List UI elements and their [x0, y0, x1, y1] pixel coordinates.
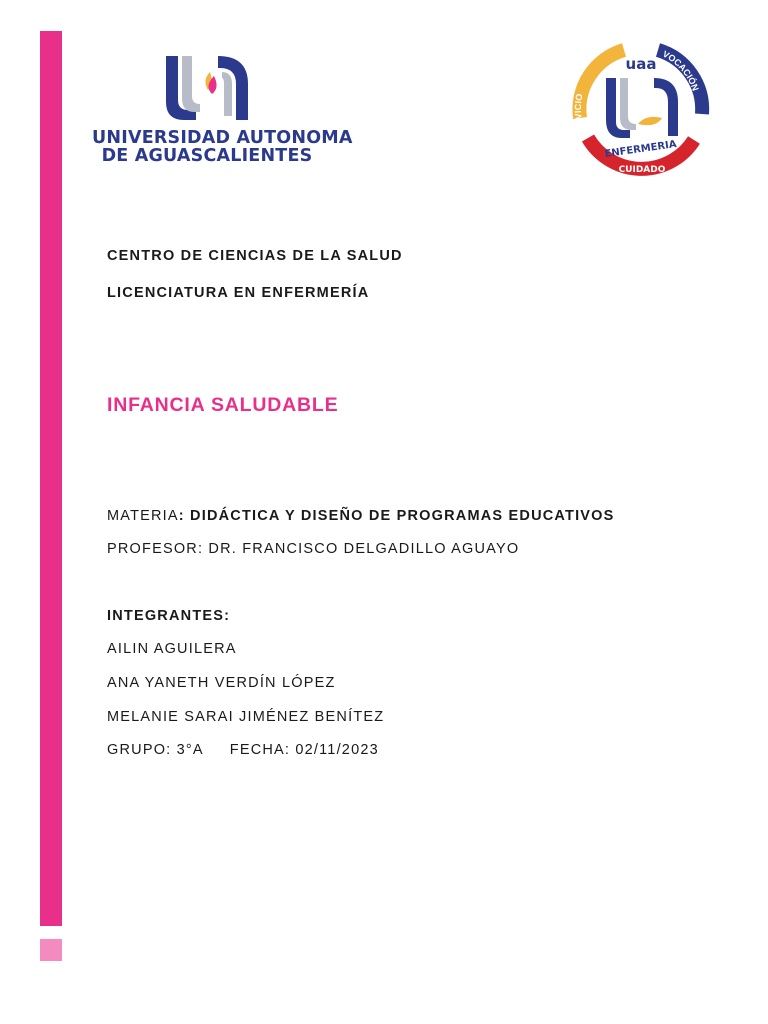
- member-name: ANA YANETH VERDÍN LÓPEZ: [107, 675, 336, 691]
- uaa-university-logo-icon: [162, 50, 252, 124]
- grupo: GRUPO: 3°A: [107, 742, 204, 758]
- logo-text-line-1: UNIVERSIDAD AUTONOMA: [92, 128, 353, 148]
- fecha: FECHA: 02/11/2023: [229, 742, 379, 758]
- materia-value: : DIDÁCTICA Y DISEÑO DE PROGRAMAS EDUCATIVOS: [178, 508, 615, 524]
- enfermeria-seal: [566, 40, 712, 182]
- enfermeria-seal-icon: [566, 40, 712, 182]
- document-title: INFANCIA SALUDABLE: [107, 394, 339, 416]
- integrantes-label: INTEGRANTES:: [107, 608, 231, 624]
- profesor-line: PROFESOR: DR. FRANCISCO DELGADILLO AGUAYO: [107, 541, 520, 557]
- heading-centro: CENTRO DE CIENCIAS DE LA SALUD: [107, 248, 403, 264]
- decorative-side-square: [40, 939, 62, 961]
- member-name: AILIN AGUILERA: [107, 641, 237, 657]
- seal-mid-text: ENFERMERIA: [603, 139, 678, 161]
- decorative-side-bar: [40, 31, 62, 926]
- grupo-fecha-line: [107, 742, 379, 758]
- seal-top-text: uaa: [625, 55, 657, 73]
- seal-left-text: SERVICIO: [572, 92, 590, 140]
- heading-licenciatura: LICENCIATURA EN ENFERMERÍA: [107, 285, 370, 301]
- materia-label: MATERIA: [107, 508, 179, 524]
- logo-text-line-2: DE AGUASCALIENTES: [101, 146, 313, 166]
- materia-line: [107, 508, 615, 524]
- university-logo: [92, 48, 353, 172]
- member-name: MELANIE SARAI JIMÉNEZ BENÍTEZ: [107, 709, 385, 725]
- seal-bottom-text: CUIDADO: [618, 165, 666, 175]
- seal-right-text: VOCACIÓN: [661, 48, 701, 93]
